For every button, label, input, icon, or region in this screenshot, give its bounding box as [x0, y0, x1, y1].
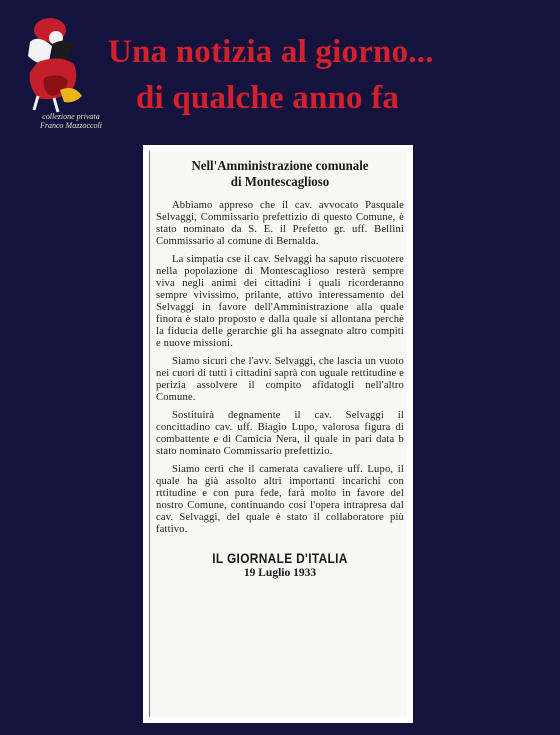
- article-paragraph: Siamo sicuri che l'avv. Selvaggi, che lascia un vuoto nei cuori di tutti i cittadini saprà con uguale rettitudine e perizia assolvere il compito afidatogli nell'altro Comune.: [156, 356, 404, 403]
- article-paragraph: La simpatia cse il cav. Selvaggi ha saputo riscuotere nella popolazione di Montescaglioso resterà sempre viva negli animi dei cittadini i quali ricorderanno sempre vivissimo, prilante, attivo interessamento del Selvaggi in favore dell'Amministrazione alla quale finora è stato proposto e dalla quale si allontana perchè la fiducia delle gerarchie gli ha assegnato altro compiti e nuove missioni.: [156, 254, 404, 349]
- newspaper-name: IL GIORNALE D'ITALIA: [212, 550, 348, 566]
- article: [149, 151, 407, 717]
- article-title: [166, 159, 394, 191]
- article-date: 19 Luglio 1933: [243, 567, 317, 579]
- article-body: [156, 200, 404, 536]
- article-paragraph: Sostituirà degnamente il cav. Selvaggi il concittadino cav. uff. Biagio Lupo, valorosa figura di combattente e di Camicia Nera, il quale in pari data b stato nominato Commissario prefettizio.: [156, 410, 404, 457]
- logo-caption: [16, 112, 126, 130]
- logo-caption-line2: Franco Mazzoccoli: [40, 121, 102, 130]
- article-title-line1: Nell'Amministrazione comunale: [191, 159, 369, 174]
- article-title-line2: di Montescaglioso: [230, 175, 330, 190]
- page-title-line1: Una notizia al giorno...: [108, 34, 434, 70]
- page-title-line2: di qualche anno fa: [136, 80, 400, 116]
- article-paragraph: Abbiamo appreso che il cav. avvocato Pasquale Selvaggi, Commissario prefettizio di questo Comune, è stato nominato da S. E. il Prefetto gr. uff. Bellini Commissario al comune di Bernalda.: [156, 200, 404, 247]
- article-paragraph: Siamo certi che il camerata cavaliere uff. Lupo, il quale ha già assolto altri importanti incarichi con rttitudine e con pura fede, farà molto in favore del nostro Comune, continuando cosi l'opera intrapresa dal cav. Selvaggi, del quale è stato il collaboratore più fattivo.: [156, 464, 404, 535]
- logo-caption-line1: collezione privata: [42, 112, 100, 121]
